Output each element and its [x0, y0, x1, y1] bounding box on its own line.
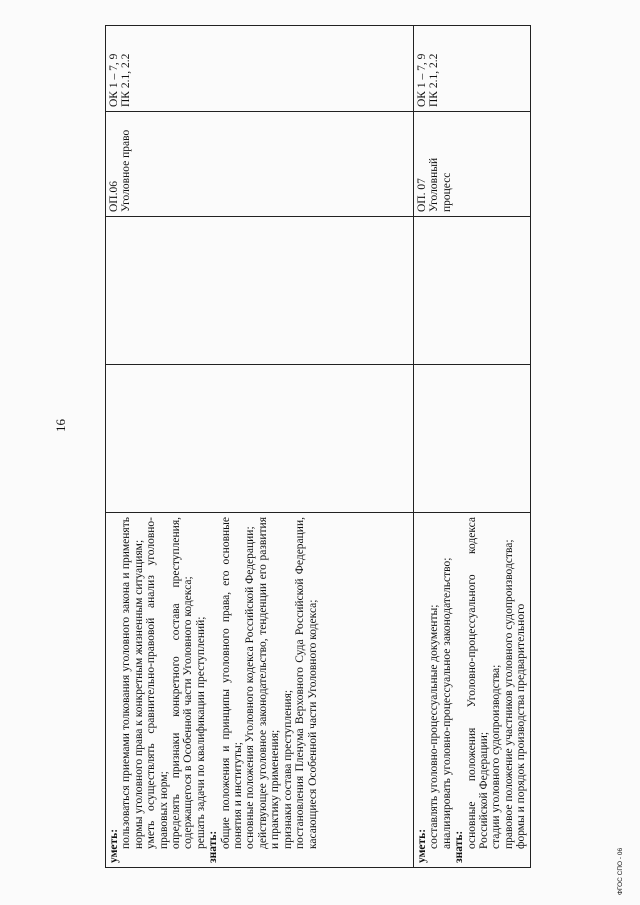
knowledge-item: правовое положение участников уголовного судопроизводства; — [502, 539, 515, 849]
page-number: 16 — [53, 419, 68, 432]
requirements-cell — [106, 513, 414, 868]
empty-cell — [106, 365, 414, 513]
knowledge-item: постановления Пленума Верховного Суда Российской Федерации, касающиеся Особенной части Уголовного кодекса; — [294, 517, 319, 849]
knowledge-item: действующее уголовное законодательство, тенденции его развития и практику применения; — [256, 517, 282, 849]
empty-cell — [106, 217, 414, 365]
skill-item: пользоваться приемами толкования уголовного закона и применять нормы уголовного права к конкретным жизненным ситуациям; — [120, 517, 145, 849]
empty-cell — [414, 217, 531, 365]
competencies-cell: ОК 1 – 7, 9 ПК 2.1, 2.2 — [414, 26, 531, 112]
discipline-name: Уголовный процесс — [428, 157, 453, 212]
knowledge-item: основные положения Уголовно-процессуального кодекса Российской Федерации; — [465, 517, 491, 849]
curriculum-table — [105, 25, 531, 868]
knowledge-item: стадии уголовного судопроизводства; — [490, 664, 503, 849]
table-row-criminal-law — [106, 26, 414, 868]
knowledge-item: основные положения Уголовного кодекса Российской Федерации; — [244, 526, 257, 849]
empty-cell — [414, 365, 531, 513]
requirements-cell — [414, 513, 531, 868]
knowledge-item: признаки состава преступления; — [281, 689, 294, 849]
knowledge-heading: знать: — [453, 830, 466, 863]
page-footer: ФГОС СПО - 06 — [617, 847, 624, 895]
discipline-name: Уголовное право — [120, 129, 133, 212]
knowledge-item: общие положения и принципы уголовного права, его основные понятия и институты; — [219, 517, 245, 849]
competencies-cell: ОК 1 – 7, 9 ПК 2.1, 2.2 — [106, 26, 414, 112]
discipline-code: ОП. 07 — [416, 178, 428, 212]
skill-item: анализировать уголовно-процессуальное законодательство; — [440, 557, 453, 849]
skill-item: составлять уголовно-процессуальные документы; — [428, 604, 441, 849]
knowledge-heading: знать: — [207, 830, 220, 863]
curriculum-table-rotated — [105, 26, 528, 868]
table-row-criminal-procedure — [414, 26, 531, 868]
discipline-cell — [414, 112, 531, 217]
skill-item: определять признаки конкретного состава преступления, содержащегося в Особенной части Уголовного кодекса; — [170, 517, 195, 849]
discipline-code: ОП.06 — [108, 181, 120, 212]
skill-item: решать задачи по квалификации преступлений; — [194, 616, 207, 849]
skills-heading: уметь: — [416, 828, 428, 863]
knowledge-item: формы и порядок производства предварительного — [515, 603, 528, 849]
discipline-cell — [106, 112, 414, 217]
skill-item: уметь осуществлять сравнительно-правовой анализ уголовно-правовых норм; — [145, 517, 170, 849]
skills-heading: уметь: — [108, 828, 120, 863]
